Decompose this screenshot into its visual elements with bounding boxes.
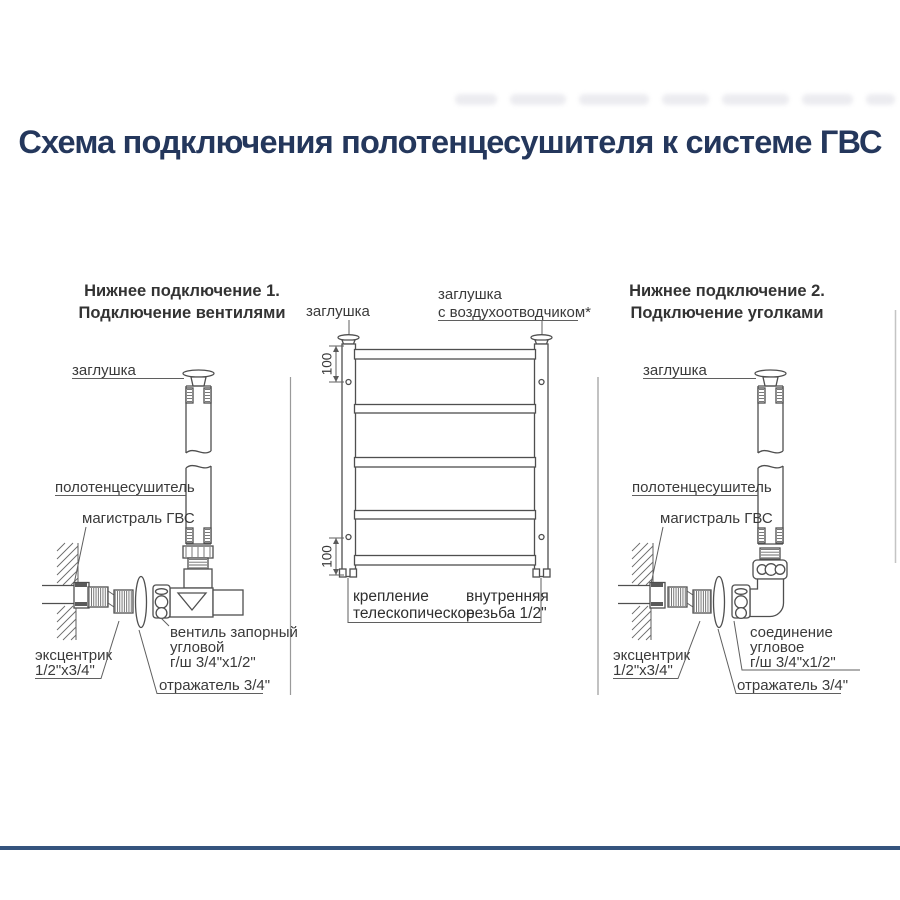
rail-rung [355, 556, 536, 566]
panel-heading-line1: Нижнее подключение 1. [84, 282, 280, 300]
left-connection-diagram [35, 282, 298, 694]
thread-label-line2: резьба 1/2" [466, 605, 547, 622]
dim-value: 100 [319, 545, 335, 568]
supply-pipe [618, 586, 650, 604]
elbow-label-line2: угловое [750, 639, 805, 656]
leader-line [74, 527, 86, 584]
mount-hole [539, 380, 544, 385]
angle-valve-icon [153, 546, 243, 618]
panel-heading-line2: Подключение уголками [630, 304, 824, 322]
mount-label-line1: крепление [353, 588, 429, 605]
eccentric-label-line1: эксцентрик [35, 647, 113, 664]
socket-thread [651, 583, 663, 587]
mount-label-line2: телескопическое [353, 605, 475, 622]
eccentric-label-line1: эксцентрик [613, 647, 691, 664]
dim-value: 100 [319, 352, 335, 376]
panel-heading-line1: Нижнее подключение 2. [629, 282, 825, 300]
rail-foot [544, 569, 551, 577]
rail-rung [355, 350, 536, 360]
mount-hole [346, 380, 351, 385]
socket-thread [651, 602, 663, 606]
rail-rung [355, 405, 536, 414]
elbow-union-icon [732, 548, 787, 618]
thread-label-line1: внутренняя [466, 588, 549, 605]
bottom-accent-rule [0, 846, 900, 850]
panel-heading-line2: Подключение вентилями [78, 304, 286, 322]
hw-main-label: магистраль ГВС [82, 510, 195, 527]
rail-rung [355, 458, 536, 468]
socket-thread [75, 583, 87, 587]
right-connection-diagram [613, 282, 860, 694]
mount-hole [539, 535, 544, 540]
cap-icon [191, 377, 206, 386]
cap-label: заглушка [643, 362, 707, 379]
elbow-label-line1: соединение [750, 624, 833, 641]
wall-hatch [57, 606, 76, 640]
cap-label: заглушка [72, 362, 136, 379]
valve-label-line2: угловой [170, 639, 225, 656]
cap-icon [763, 377, 778, 386]
dimension-top [320, 346, 345, 382]
eccentric-offset [687, 591, 693, 607]
leader-line [438, 321, 578, 335]
valve-label-line3: г/ш 3/4"x1/2" [170, 654, 256, 671]
reflector-icon [136, 577, 147, 628]
towel-rail-label: полотенцесушитель [55, 479, 195, 496]
elbow-label-line3: г/ш 3/4"x1/2" [750, 654, 836, 671]
page-title: Схема подключения полотенцесушителя к системе ГВС [18, 124, 882, 160]
eccentric-label-line2: 1/2"x3/4" [35, 662, 95, 679]
wall-hatch [632, 606, 651, 640]
hw-main-label: магистраль ГВС [660, 510, 773, 527]
rail-foot [533, 569, 540, 577]
socket-thread [75, 602, 87, 606]
wall-hatch [632, 543, 653, 585]
rail-foot [350, 569, 357, 577]
center-diagram [306, 286, 591, 623]
mount-hole [346, 535, 351, 540]
eccentric-offset [108, 591, 114, 607]
cap-icon [183, 370, 214, 377]
eccentric-icon [114, 590, 133, 613]
rail-rung [355, 511, 536, 520]
air-vent-cap-label-line1: заглушка [438, 286, 502, 303]
eccentric-icon [668, 587, 687, 607]
supply-pipe [42, 586, 74, 604]
valve-label-line1: вентиль запорный [170, 624, 298, 641]
eccentric-label-line2: 1/2"x3/4" [613, 662, 673, 679]
cap-icon [755, 370, 786, 377]
reflector-label: отражатель 3/4" [737, 677, 849, 694]
rail-foot [340, 569, 347, 577]
leader-line [161, 618, 169, 626]
cap-label-left: заглушка [306, 303, 370, 320]
towel-rail-label: полотенцесушитель [632, 479, 772, 496]
air-vent-cap-label-line2: с воздухоотводчиком* [438, 304, 591, 321]
reflector-label: отражатель 3/4" [159, 677, 271, 694]
reflector-icon [714, 577, 725, 628]
